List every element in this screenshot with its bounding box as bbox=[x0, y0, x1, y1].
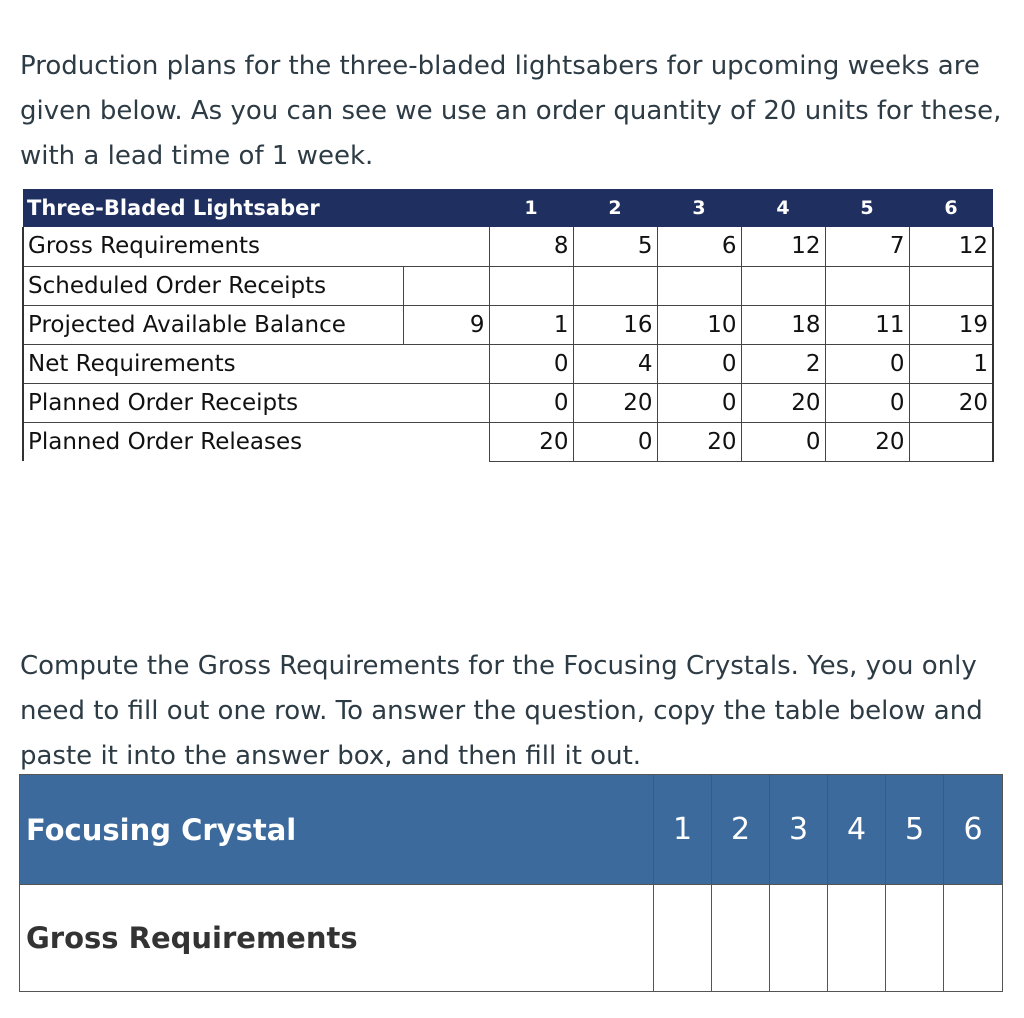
mrp-row-label: Projected Available Balance bbox=[23, 305, 403, 344]
mrp-cell: 20 bbox=[825, 422, 909, 461]
mrp-cell: 0 bbox=[573, 422, 657, 461]
mrp-cell bbox=[741, 266, 825, 305]
mrp-cell: 8 bbox=[489, 227, 573, 266]
answer-input-cell[interactable] bbox=[828, 885, 886, 992]
mrp-period-header: 5 bbox=[825, 189, 909, 227]
mrp-row-label: Gross Requirements bbox=[23, 227, 489, 266]
mrp-cell: 16 bbox=[573, 305, 657, 344]
mrp-row-label: Net Requirements bbox=[23, 344, 489, 383]
mrp-cell: 5 bbox=[573, 227, 657, 266]
mrp-on-hand: 9 bbox=[403, 305, 489, 344]
mrp-cell: 0 bbox=[825, 344, 909, 383]
answer-row-label: Gross Requirements bbox=[20, 885, 654, 992]
mrp-cell bbox=[489, 266, 573, 305]
answer-table-title: Focusing Crystal bbox=[20, 775, 654, 885]
mrp-cell: 20 bbox=[573, 383, 657, 422]
mrp-header-blank bbox=[403, 189, 489, 227]
answer-period-header: 4 bbox=[828, 775, 886, 885]
answer-input-cell[interactable] bbox=[712, 885, 770, 992]
mrp-cell: 0 bbox=[741, 422, 825, 461]
mrp-period-header: 1 bbox=[489, 189, 573, 227]
answer-gross-requirements-row bbox=[20, 885, 1003, 992]
mrp-cell: 20 bbox=[741, 383, 825, 422]
mrp-cell: 7 bbox=[825, 227, 909, 266]
mrp-cell-blank bbox=[403, 266, 489, 305]
mrp-cell bbox=[909, 422, 993, 461]
mrp-cell: 0 bbox=[657, 344, 741, 383]
mrp-header-row bbox=[23, 189, 993, 227]
mrp-cell: 19 bbox=[909, 305, 993, 344]
mrp-period-header: 4 bbox=[741, 189, 825, 227]
mrp-cell bbox=[909, 266, 993, 305]
mrp-row-planned-receipts bbox=[23, 383, 993, 422]
mrp-cell: 20 bbox=[657, 422, 741, 461]
mrp-cell: 0 bbox=[489, 344, 573, 383]
answer-period-header: 2 bbox=[712, 775, 770, 885]
mrp-cell: 2 bbox=[741, 344, 825, 383]
mrp-cell: 10 bbox=[657, 305, 741, 344]
mrp-cell: 11 bbox=[825, 305, 909, 344]
mrp-cell bbox=[573, 266, 657, 305]
answer-period-header: 6 bbox=[944, 775, 1003, 885]
mrp-cell: 20 bbox=[909, 383, 993, 422]
mrp-row-planned-releases bbox=[23, 422, 993, 461]
mrp-row-net-requirements bbox=[23, 344, 993, 383]
intro-paragraph: Production plans for the three-bladed lightsabers for upcoming weeks are given below. As you can see we use an order quantity of 20 units for these, with a lead time of 1 week. bbox=[20, 51, 1002, 171]
mrp-cell bbox=[825, 266, 909, 305]
mrp-row-scheduled-receipts bbox=[23, 266, 993, 305]
mrp-cell bbox=[657, 266, 741, 305]
mrp-table bbox=[22, 189, 994, 462]
mrp-cell: 20 bbox=[489, 422, 573, 461]
mrp-row-gross-requirements bbox=[23, 227, 993, 266]
mrp-row-label: Planned Order Releases bbox=[23, 422, 489, 461]
answer-period-header: 1 bbox=[654, 775, 712, 885]
mrp-table-title: Three-Bladed Lightsaber bbox=[23, 189, 403, 227]
mrp-period-header: 6 bbox=[909, 189, 993, 227]
mrp-cell: 6 bbox=[657, 227, 741, 266]
mrp-period-header: 3 bbox=[657, 189, 741, 227]
mrp-row-projected-balance bbox=[23, 305, 993, 344]
mrp-row-label: Planned Order Receipts bbox=[23, 383, 489, 422]
answer-table bbox=[19, 774, 1003, 992]
mrp-cell: 4 bbox=[573, 344, 657, 383]
mrp-cell: 18 bbox=[741, 305, 825, 344]
answer-header-row bbox=[20, 775, 1003, 885]
mrp-cell: 1 bbox=[909, 344, 993, 383]
answer-input-cell[interactable] bbox=[944, 885, 1003, 992]
mrp-cell: 12 bbox=[741, 227, 825, 266]
mrp-cell: 0 bbox=[825, 383, 909, 422]
mrp-cell: 12 bbox=[909, 227, 993, 266]
answer-period-header: 3 bbox=[770, 775, 828, 885]
mrp-cell: 1 bbox=[489, 305, 573, 344]
answer-input-cell[interactable] bbox=[886, 885, 944, 992]
mrp-cell: 0 bbox=[489, 383, 573, 422]
answer-input-cell[interactable] bbox=[654, 885, 712, 992]
mrp-period-header: 2 bbox=[573, 189, 657, 227]
answer-period-header: 5 bbox=[886, 775, 944, 885]
mrp-row-label: Scheduled Order Receipts bbox=[23, 266, 403, 305]
mrp-cell: 0 bbox=[657, 383, 741, 422]
answer-input-cell[interactable] bbox=[770, 885, 828, 992]
question-paragraph: Compute the Gross Requirements for the Focusing Crystals. Yes, you only need to fill out one row. To answer the question, copy the table below and paste it into the answer box, and then fill it out. bbox=[20, 651, 983, 771]
